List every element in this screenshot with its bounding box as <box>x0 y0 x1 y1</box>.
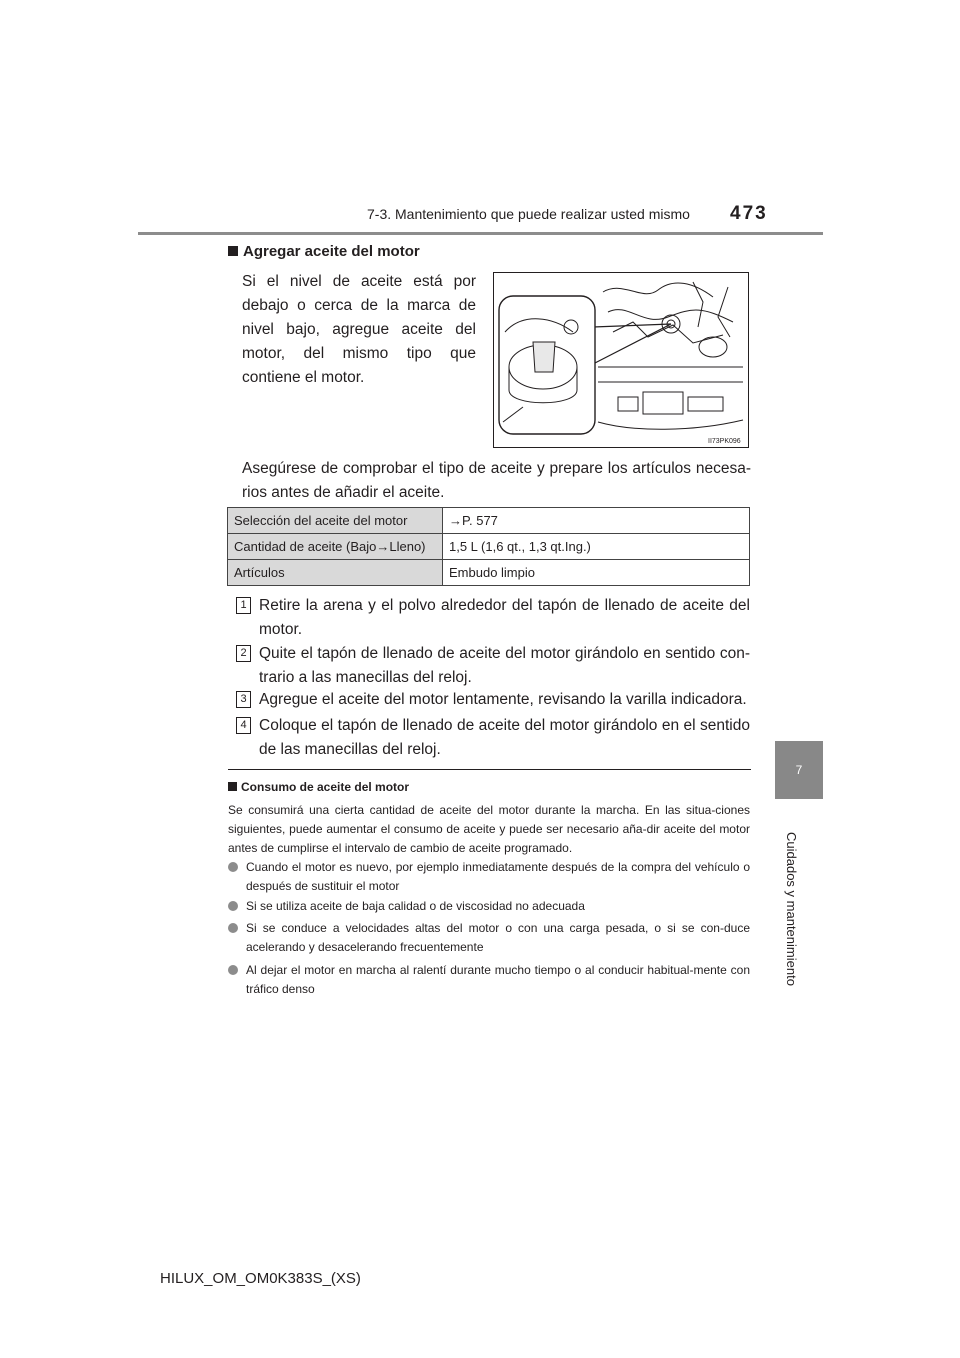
table-value: 1,5 L (1,6 qt., 1,3 qt.Ing.) <box>443 534 750 560</box>
oil-spec-table <box>227 507 750 586</box>
bullet-icon <box>228 901 238 911</box>
step-number: 4 <box>236 717 251 734</box>
note-heading-text: Consumo de aceite del motor <box>241 780 410 794</box>
bullet-icon <box>228 923 238 933</box>
chapter-label: Cuidados y mantenimiento <box>784 832 799 986</box>
note-heading <box>228 780 409 794</box>
step-text: Quite el tapón de llenado de aceite del motor girándolo en sentido con-trario a las manecillas del reloj. <box>259 645 750 686</box>
list-item-text: Cuando el motor es nuevo, por ejemplo inmediatamente después de la compra del vehículo o después de sustituir el motor <box>246 860 750 893</box>
square-bullet-icon <box>228 782 237 791</box>
table-key: Artículos <box>228 560 443 586</box>
table-row <box>228 560 750 586</box>
step-text: Agregue el aceite del motor lentamente, revisando la varilla indicadora. <box>259 691 747 708</box>
bullet-icon <box>228 862 238 872</box>
list-item <box>228 961 750 999</box>
square-bullet-icon <box>228 246 238 256</box>
step-3 <box>228 688 751 714</box>
step-number: 1 <box>236 597 251 614</box>
list-item <box>228 858 750 896</box>
list-item-text: Al dejar el motor en marcha al ralentí durante mucho tiempo o al conducir habitual-mente con tráfico denso <box>246 963 750 996</box>
table-row <box>228 508 750 534</box>
figure-code: II73PK096 <box>708 438 741 445</box>
table-value: →P. 577 <box>443 508 750 534</box>
page-number: 473 <box>730 203 768 224</box>
step-text: Coloque el tapón de llenado de aceite del motor girándolo en el sentido de las manecillas del reloj. <box>259 717 750 758</box>
table-value: Embudo limpio <box>443 560 750 586</box>
step-number: 2 <box>236 645 251 662</box>
section-heading <box>228 243 420 260</box>
list-item <box>228 897 750 916</box>
engine-oil-cap-illustration <box>493 272 749 448</box>
note-paragraph: Se consumirá una cierta cantidad de aceite del motor durante la marcha. En las situa-ciones siguientes, puede aumentar el consumo de aceite y puede ser necesario aña-dir aceite del motor antes de cumplirse el intervalo de cambio de aceite programado. <box>228 803 750 855</box>
step-2 <box>228 642 751 690</box>
table-key: Selección del aceite del motor <box>228 508 443 534</box>
list-item <box>228 919 750 957</box>
step-text: Retire la arena y el polvo alrededor del tapón de llenado de aceite del motor. <box>259 597 750 638</box>
running-header-title: 7-3. Mantenimiento que puede realizar usted mismo <box>367 206 690 222</box>
table-row <box>228 534 750 560</box>
step-number: 3 <box>236 691 251 708</box>
step-4 <box>228 714 751 762</box>
chapter-tab: 7 <box>775 741 823 799</box>
preparation-paragraph: Asegúrese de comprobar el tipo de aceite y prepare los artículos necesa-rios antes de añadir el aceite. <box>242 460 751 501</box>
header-rule <box>138 232 823 235</box>
table-key: Cantidad de aceite (Bajo→Lleno) <box>228 534 443 560</box>
intro-paragraph: Si el nivel de aceite está por debajo o cerca de la marca de nivel bajo, agregue aceite del motor, del mismo tipo que contiene el motor. <box>242 273 476 386</box>
section-divider <box>228 769 751 770</box>
section-heading-text: Agregar aceite del motor <box>243 243 420 260</box>
step-1 <box>228 594 751 642</box>
bullet-icon <box>228 965 238 975</box>
list-item-text: Si se utiliza aceite de baja calidad o de viscosidad no adecuada <box>246 899 585 913</box>
list-item-text: Si se conduce a velocidades altas del motor o con una carga pesada, o si se con-duce acelerando y desacelerando frecuentemente <box>246 921 750 954</box>
document-code-footer: HILUX_OM_OM0K383S_(XS) <box>160 1270 361 1287</box>
